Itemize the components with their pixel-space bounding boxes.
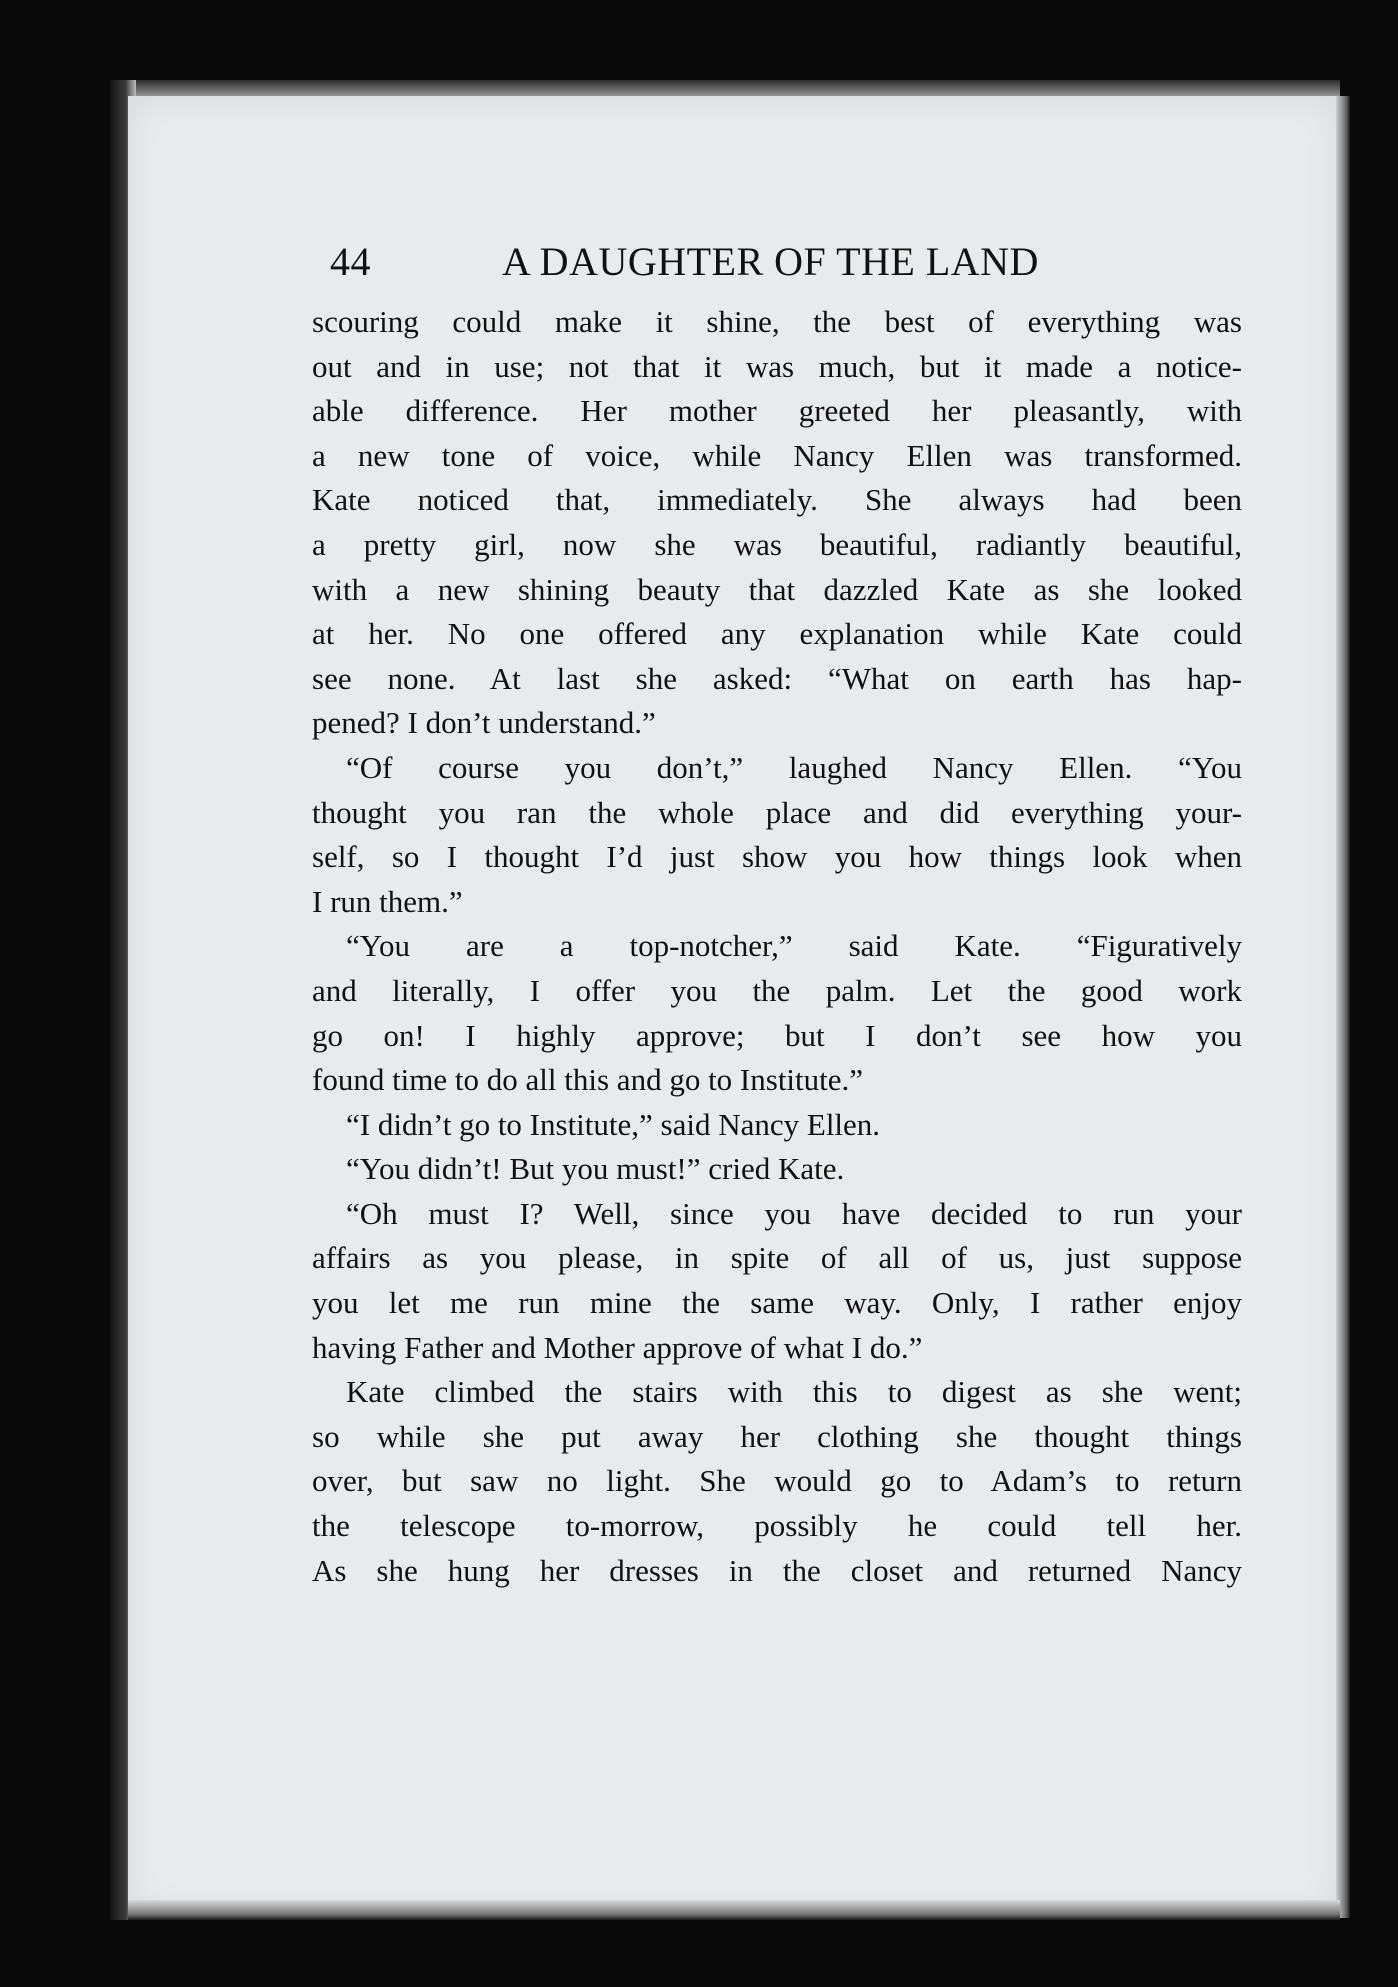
text-line: at her. No one offered any explanation while Kate could: [312, 616, 1242, 652]
text-line: “You are a top-notcher,” said Kate. “Figuratively: [346, 928, 1242, 964]
text-line: found time to do all this and go to Institute.”: [312, 1062, 864, 1098]
text-line: and literally, I offer you the palm. Let the good work: [312, 972, 1242, 1008]
text-line: you let me run mine the same way. Only, I rather enjoy: [312, 1285, 1242, 1321]
text-line: pened? I don’t understand.”: [312, 705, 656, 741]
running-header: [330, 238, 1090, 288]
text-line: out and in use; not that it was much, but it made a notice-: [312, 348, 1242, 384]
text-line: Kate climbed the stairs with this to digest as she went;: [346, 1374, 1242, 1410]
text-line: able difference. Her mother greeted her pleasantly, with: [312, 393, 1242, 429]
text-line: thought you ran the whole place and did everything your-: [312, 794, 1242, 830]
page-right-edge: [1336, 96, 1350, 1918]
page-bottom-edge: [128, 1900, 1340, 1920]
text-line: a new tone of voice, while Nancy Ellen was transformed.: [312, 437, 1242, 473]
text-line: self, so I thought I’d just show you how things look when: [312, 839, 1242, 875]
running-title: A DAUGHTER OF THE LAND: [502, 239, 1039, 284]
text-line: scouring could make it shine, the best of everything was: [312, 304, 1242, 339]
text-line: affairs as you please, in spite of all of us, just suppose: [312, 1240, 1242, 1276]
text-line: see none. At last she asked: “What on earth has hap-: [312, 660, 1242, 696]
text-line: As she hung her dresses in the closet and returned Nancy: [312, 1552, 1242, 1588]
text-line: go on! I highly approve; but I don’t see how you: [312, 1017, 1242, 1053]
text-line: having Father and Mother approve of what I do.”: [312, 1329, 923, 1365]
text-line: over, but saw no light. She would go to Adam’s to return: [312, 1463, 1242, 1499]
text-line: so while she put away her clothing she thought things: [312, 1418, 1242, 1454]
text-line: “Of course you don’t,” laughed Nancy Ellen. “You: [346, 749, 1242, 785]
body-text: [312, 300, 1242, 1593]
text-line: a pretty girl, now she was beautiful, radiantly beautiful,: [312, 526, 1242, 562]
text-line: the telescope to-morrow, possibly he could tell her.: [312, 1508, 1242, 1544]
text-line: “You didn’t! But you must!” cried Kate.: [346, 1151, 845, 1187]
page-number: 44: [330, 239, 371, 284]
text-line: “Oh must I? Well, since you have decided to run your: [346, 1195, 1242, 1231]
text-line: “I didn’t go to Institute,” said Nancy Ellen.: [346, 1106, 881, 1142]
text-line: I run them.”: [312, 883, 463, 919]
text-line: Kate noticed that, immediately. She always had been: [312, 482, 1242, 518]
text-line: with a new shining beauty that dazzled Kate as she looked: [312, 571, 1242, 607]
